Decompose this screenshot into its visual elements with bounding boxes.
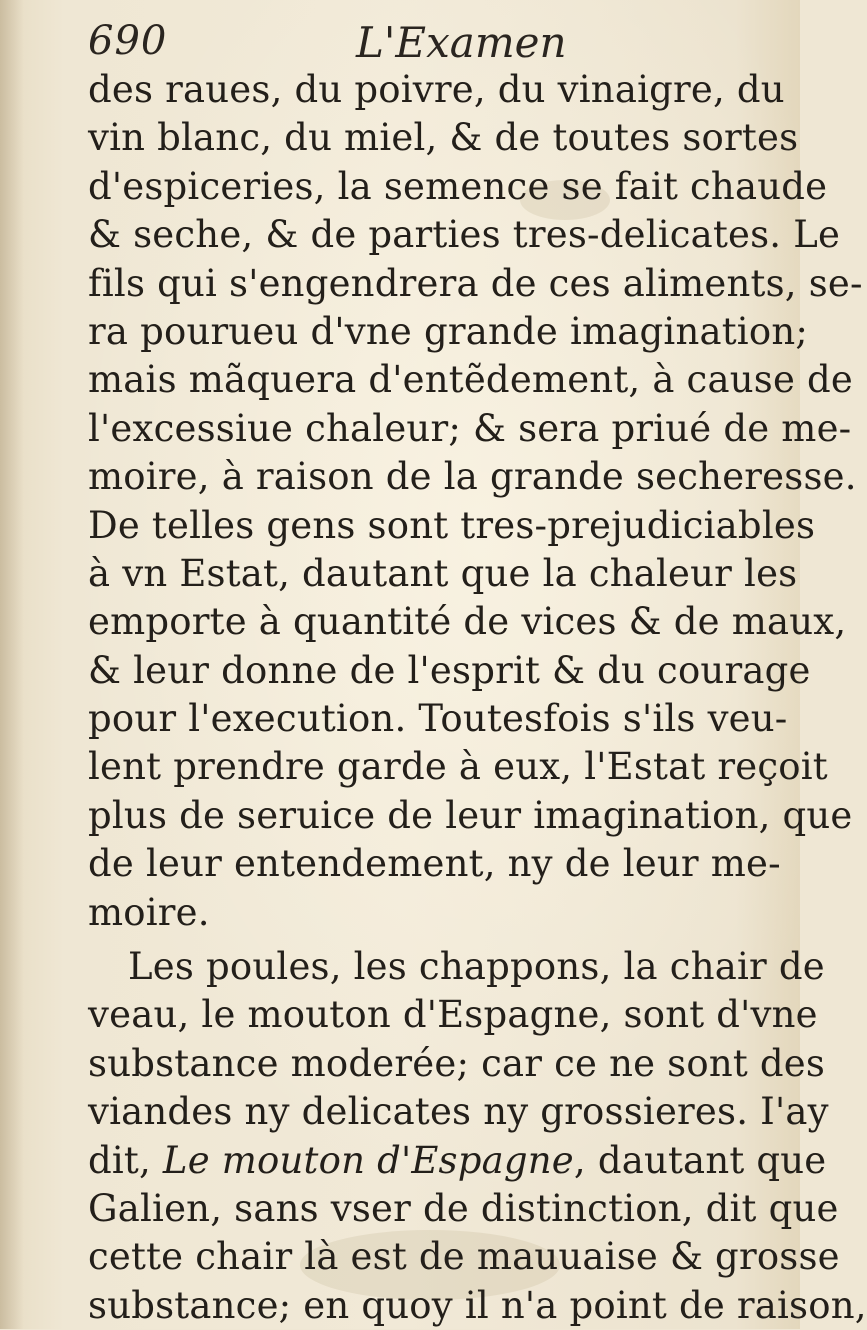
text-line: Les poules, les chappons, la chair de xyxy=(128,945,825,989)
text-line-with-italic xyxy=(88,1137,827,1185)
text-line: l'excessiue chaleur; & sera priué de me- xyxy=(88,406,852,450)
text-fragment: dit, xyxy=(88,1138,163,1182)
page-binding-shadow xyxy=(0,0,24,1329)
text-line: veau, le mouton d'Espagne, sont d'vne xyxy=(88,993,818,1037)
text-line: vin blanc, du miel, & de toutes sortes xyxy=(88,116,799,160)
text-line: cette chair là est de mauuaise & grosse xyxy=(88,1235,840,1279)
text-line: mais mãquera d'entẽdement, à cause de xyxy=(88,358,853,402)
text-line: emporte à quantité de vices & de maux, xyxy=(88,600,847,644)
text-line: lent prendre garde à eux, l'Estat reçoit xyxy=(88,745,828,789)
text-line: pour l'execution. Toutesfois s'ils veu- xyxy=(88,697,788,741)
text-line: substance moderée; car ce ne sont des xyxy=(88,1041,826,1085)
page-number: 690 xyxy=(88,18,168,64)
text-line: à vn Estat, dautant que la chaleur les xyxy=(88,551,798,595)
text-line: ra pourueu d'vne grande imagination; xyxy=(88,309,809,353)
text-line: Galien, sans vser de distinction, dit que xyxy=(88,1186,839,1230)
text-line: & leur donne de l'esprit & du courage xyxy=(88,648,811,692)
running-title: L'Examen xyxy=(356,18,567,67)
text-line: moire. xyxy=(88,890,210,934)
text-line: plus de seruice de leur imagination, que xyxy=(88,793,853,837)
text-line: substance; en quoy il n'a point de raison, xyxy=(88,1283,867,1327)
text-line: moire, à raison de la grande secheresse. xyxy=(88,455,857,499)
body-text xyxy=(88,66,867,1330)
text-line: des raues, du poivre, du vinaigre, du xyxy=(88,68,785,111)
text-fragment: , dautant que xyxy=(573,1138,827,1182)
text-line: viandes ny delicates ny grossieres. I'ay xyxy=(88,1090,829,1134)
italic-citation: Le mouton d'Espagne xyxy=(162,1138,574,1182)
text-line: d'espiceries, la semence se fait chaude xyxy=(88,164,828,208)
text-line: De telles gens sont tres-prejudiciables xyxy=(88,503,816,547)
text-line: & seche, & de parties tres-delicates. Le xyxy=(88,213,841,257)
text-line: fils qui s'engendrera de ces aliments, se- xyxy=(88,261,863,305)
text-line: de leur entendement, ny de leur me- xyxy=(88,842,781,886)
